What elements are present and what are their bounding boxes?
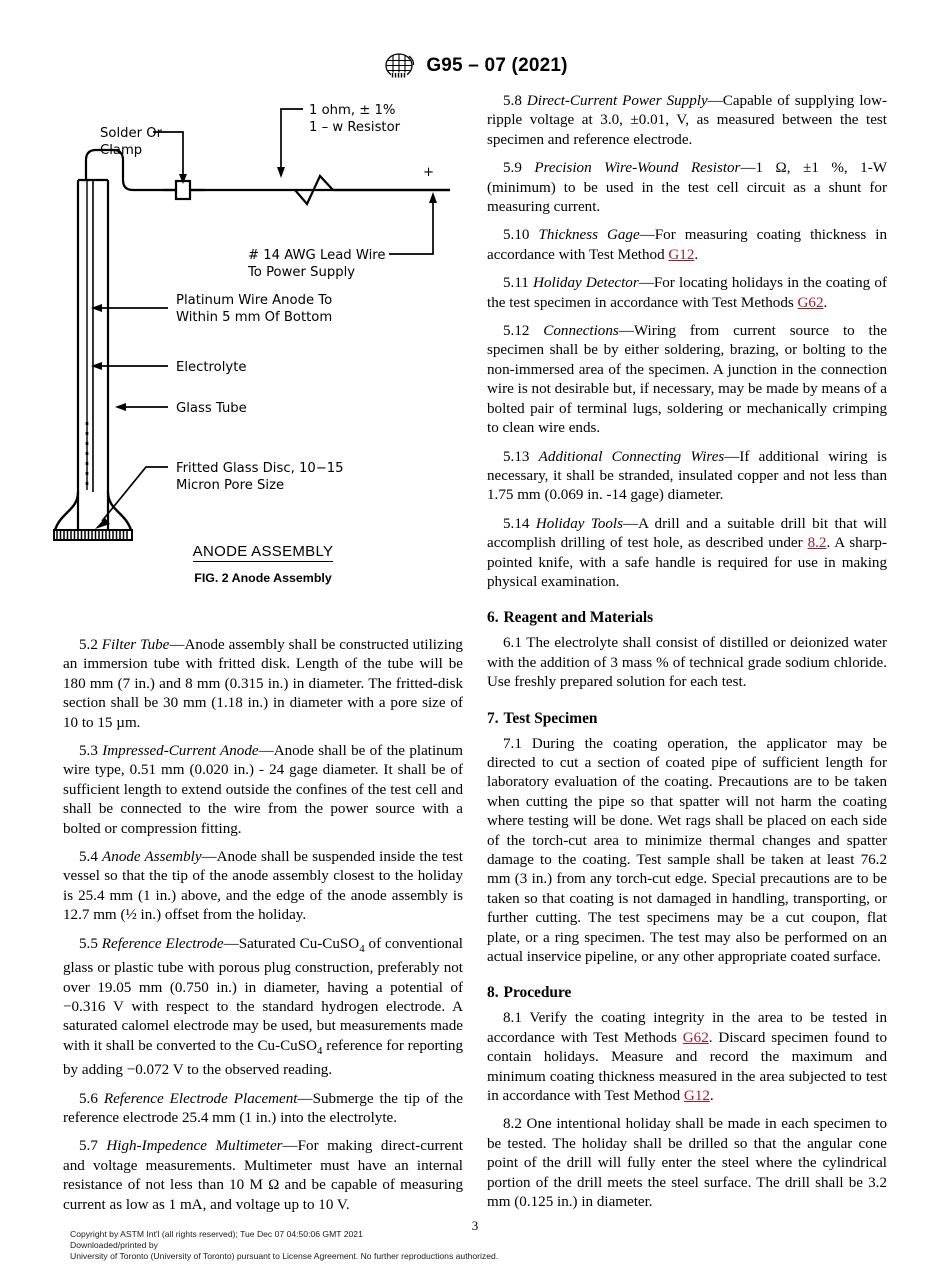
section-body-8-1-before: Verify the coating integrity in the area to be tested in accordance with Test Methods (487, 1010, 887, 1046)
paragraph-5-2 (63, 636, 463, 733)
section-number-5-13: 5.13 (503, 448, 530, 465)
figure-label-lead-wire-line1: # 14 AWG Lead Wire (248, 248, 386, 263)
figure-label-solder-clamp-line2: Clamp (100, 143, 143, 158)
section-body-7-1: During the coating operation, the applicator may be directed to cut a section of coated pipe of sufficient length for laboratory evaluation of the coating. Precautions are to be taken when cutting the pipe so that spatter will not harm the coating where testing will be done. Wet rags shall be placed on each side of the torch-cut area to minimize thermal changes and spatter damage to the coating. Test sample shall be taken at least 76.2 mm (3 in.) from any torch-cut edge. Special precautions are to be taken so that coating is not damaged in handling, transporting, or further cutting. The test specimens may be a cut coupon, flat plate, or a ring specimen. The test may also be performed on an actual inservice pipeline, or any other appropriate coated surface. (487, 735, 887, 966)
figure-caption-sub: FIG. 2 Anode Assembly (194, 571, 332, 585)
section-number-5-8: 5.8 (503, 93, 522, 109)
paragraph-5-13 (487, 448, 887, 506)
paragraph-8-1 (487, 1009, 887, 1106)
xref-g62-8-1[interactable]: G62 (682, 1029, 709, 1046)
section-number-5-12: 5.12 (503, 323, 530, 340)
paragraph-5-4 (63, 848, 463, 926)
section-number-5-4: 5.4 (79, 849, 98, 866)
subscript-cuso4-b: 4 (317, 1044, 323, 1057)
section-body-5-14-after: . A sharp-pointed knife, with a safe handle is required for use in making physical examination. (487, 535, 887, 590)
document-title: G95 – 07 (2021) (426, 55, 568, 76)
paragraph-5-12 (487, 322, 887, 438)
figure-label-platinum-line2: Within 5 mm Of Bottom (176, 310, 333, 325)
section-body-5-10-after: . (694, 246, 699, 263)
heading-7-test-specimen (487, 709, 887, 728)
paragraph-5-10 (487, 226, 887, 265)
section-body-5-7: —For making direct-current and voltage measurements. Multimeter must have an internal resistance of not less than 10 M Ω and be capable of measuring current as low as 1 mA, and voltage up to 10 V. (63, 1138, 463, 1213)
page-number: 3 (471, 1218, 479, 1233)
paragraph-5-14 (487, 515, 887, 593)
xref-8-2[interactable]: 8.2 (807, 535, 827, 552)
section-term-5-5: Reference Electrode (101, 935, 224, 952)
section-number-5-10: 5.10 (503, 227, 530, 244)
heading-8-procedure (487, 983, 887, 1002)
xref-g12-5-10[interactable]: G12 (668, 246, 695, 263)
footer-copyright (70, 1229, 890, 1263)
section-number-5-3: 5.3 (79, 743, 98, 760)
paragraph-5-11 (487, 274, 887, 313)
section-body-5-4: —Anode shall be suspended inside the test vessel so that the tip of the anode assembly closest to the holiday is 25.4 mm (1 in.) above, and the edge of the anode assembly is 12.7 mm (½ in.) offset from the holiday. (63, 849, 463, 924)
section-body-5-3: —Anode shall be of the platinum wire type, 0.51 mm (0.020 in.) - 24 gage diameter. It shall be of sufficient length to extend outside the confines of the test cell and shall be connected to the wire from the power source with a bolted or compression fitting. (63, 743, 464, 837)
section-term-5-13: Additional Connecting Wires (538, 448, 725, 465)
section-term-5-14: Holiday Tools (535, 515, 623, 532)
section-body-5-6: —Submerge the tip of the reference electrode 25.4 mm (1 in.) into the electrolyte. (63, 1090, 463, 1126)
footer-line-2: Downloaded/printed by (70, 1240, 158, 1251)
section-body-8-1-middle: . Discard specimen found to contain holidays. Measure and record the maximum and minimum coating thickness measured in the area subjected to test in accordance with Test Method (487, 1029, 888, 1105)
section-term-5-11: Holiday Detector (533, 275, 639, 292)
paragraph-7-1 (487, 735, 887, 968)
section-term-5-4: Anode Assembly (102, 849, 202, 866)
heading-8-number: 8. (487, 984, 499, 1002)
figure-caption-main (63, 543, 463, 560)
section-body-8-1-after: . (709, 1088, 714, 1105)
figure-label-polarity: + (423, 165, 435, 180)
section-number-5-2: 5.2 (79, 637, 98, 653)
heading-8-label: Procedure (503, 984, 572, 1002)
figure-label-glass-tube: Glass Tube (176, 401, 247, 416)
heading-6-reagent-and-materials (487, 608, 887, 627)
paragraph-8-2 (487, 1115, 887, 1212)
section-body-5-13: —If additional wiring is necessary, it shall be stranded, insulated copper and not less than 1.75 mm (0.069 in. -14 gage) diameter. (487, 448, 887, 504)
section-number-8-1: 8.1 (503, 1010, 522, 1027)
figure-label-lead-wire-line2: To Power Supply (248, 265, 356, 280)
figure-label-electrolyte: Electrolyte (176, 360, 247, 375)
section-term-5-9: Precision Wire-Wound Resistor (534, 160, 741, 177)
section-body-8-2: One intentional holiday shall be made in each specimen to be tested. The holiday shall be drilled so that the angular cone point of the drill will fully enter the steel where the cylindrical portion of the drill meets the steel surface. The drill shall be 3.2 mm (0.125 in.) in diameter. (487, 1116, 888, 1211)
heading-6-number: 6. (487, 609, 499, 627)
figure-label-resistor-line1: 1 ohm, ± 1% (309, 103, 396, 118)
section-number-5-14: 5.14 (503, 515, 530, 532)
figure-label-fritted-line2: Micron Pore Size (176, 478, 285, 493)
figure-label-platinum-line1: Platinum Wire Anode To (176, 293, 333, 308)
section-body-5-5-part1: —Saturated Cu-CuSO (223, 935, 360, 952)
section-body-5-5-part2: of conventional glass or plastic tube with porous plug construction, preferably not over 19.05 mm (0.750 in.) in diameter, having a potential of −0.316 V with respect to the standard hydrogen electrode. A saturated calomel electrode may be used, but measurements made with it shall be converted to the Cu-CuSO (63, 935, 463, 1054)
section-number-5-9: 5.9 (503, 160, 522, 177)
section-number-5-6: 5.6 (79, 1090, 98, 1107)
paragraph-5-8 (487, 92, 887, 150)
section-term-5-6: Reference Electrode Placement (103, 1090, 298, 1107)
section-term-5-10: Thickness Gage (538, 227, 640, 244)
xref-g62-5-11[interactable]: G62 (797, 294, 824, 311)
heading-7-number: 7. (487, 709, 499, 727)
heading-7-label: Test Specimen (503, 709, 598, 727)
figure-label-resistor-line2: 1 – w Resistor (309, 120, 401, 135)
anode-assembly-figure (45, 92, 475, 547)
section-body-6-1: The electrolyte shall consist of distilled or deionized water with the addition of 3 mass % of technical grade sodium chloride. Use freshly prepared solution for each test. (487, 635, 887, 691)
document-header (0, 52, 950, 80)
footer-line-3: University of Toronto (University of Toronto) pursuant to License Agreement. No further reproductions authorized. (70, 1251, 499, 1262)
footer-line-1: Copyright by ASTM Int'l (all rights reserved); Tue Dec 07 04:50:06 GMT 2021 (70, 1229, 363, 1239)
paragraph-5-7 (63, 1137, 463, 1215)
section-number-5-5: 5.5 (79, 935, 98, 952)
section-body-5-9: —1 Ω, ±1 %, 1-W (minimum) to be used in the test cell circuit as a shunt for measuring current. (487, 160, 887, 216)
section-body-5-5-part3: reference for reporting by adding −0.072 V to the observed reading. (63, 1037, 464, 1079)
heading-6-label: Reagent and Materials (503, 609, 654, 627)
figure-label-solder-clamp-line1: Solder Or (100, 126, 163, 141)
section-term-5-3: Impressed-Current Anode (102, 743, 259, 760)
section-body-5-11-after: . (823, 294, 828, 311)
xref-g12-8-1[interactable]: G12 (683, 1088, 710, 1105)
paragraph-5-3 (63, 742, 463, 839)
figure-label-fritted-line1: Fritted Glass Disc, 10−15 (176, 461, 344, 476)
section-body-5-14-before: —A drill and a suitable drill bit that will accomplish drilling of test hole, as described under (487, 515, 887, 552)
section-term-5-12: Connections (543, 323, 619, 340)
figure-caption-main-text: ANODE ASSEMBLY (192, 543, 334, 560)
paragraph-5-5 (63, 935, 463, 1081)
section-body-5-2: —Anode assembly shall be constructed utilizing an immersion tube with fritted disk. Length of the tube will be 180 mm (7 in.) and 8 mm (0.315 in.) in diameter. The fritted-disk section shall be 30 mm (1.18 in.) in diameter with a pore size of 10 to 15 µm. (63, 637, 463, 731)
left-column (63, 636, 463, 1224)
section-number-5-11: 5.11 (503, 275, 529, 292)
section-body-5-8: —Capable of supplying low-ripple voltage at 3.0, ±0.01, V, as measured between the test specimen and reference electrode. (487, 93, 887, 148)
astm-logo-icon (382, 52, 416, 80)
section-body-5-10-before: —For measuring coating thickness in accordance with Test Method (487, 227, 887, 263)
section-number-6-1: 6.1 (503, 635, 522, 652)
section-body-5-11-before: —For locating holidays in the coating of the test specimen in accordance with Test Methods (487, 275, 887, 311)
section-number-8-2: 8.2 (503, 1116, 522, 1133)
section-term-5-7: High-Impedence Multimeter (106, 1138, 283, 1155)
subscript-cuso4-a: 4 (359, 942, 365, 955)
section-term-5-2: Filter Tube (101, 637, 170, 653)
paragraph-5-6 (63, 1090, 463, 1129)
section-number-7-1: 7.1 (503, 735, 522, 752)
section-body-5-12: —Wiring from current source to the specimen shall be by either soldering, brazing, or bolting to the non-immersed area of the specimen. A junction in the connection wire is not desirable but, if necessary, may be made by means of a bolted pair of terminal lugs, soldering or mechanically crimping to clean wire ends. (487, 323, 887, 437)
section-term-5-8: Direct-Current Power Supply (526, 93, 708, 109)
section-number-5-7: 5.7 (79, 1138, 98, 1155)
right-column (487, 92, 887, 1222)
paragraph-5-9 (487, 159, 887, 217)
paragraph-6-1 (487, 634, 887, 692)
